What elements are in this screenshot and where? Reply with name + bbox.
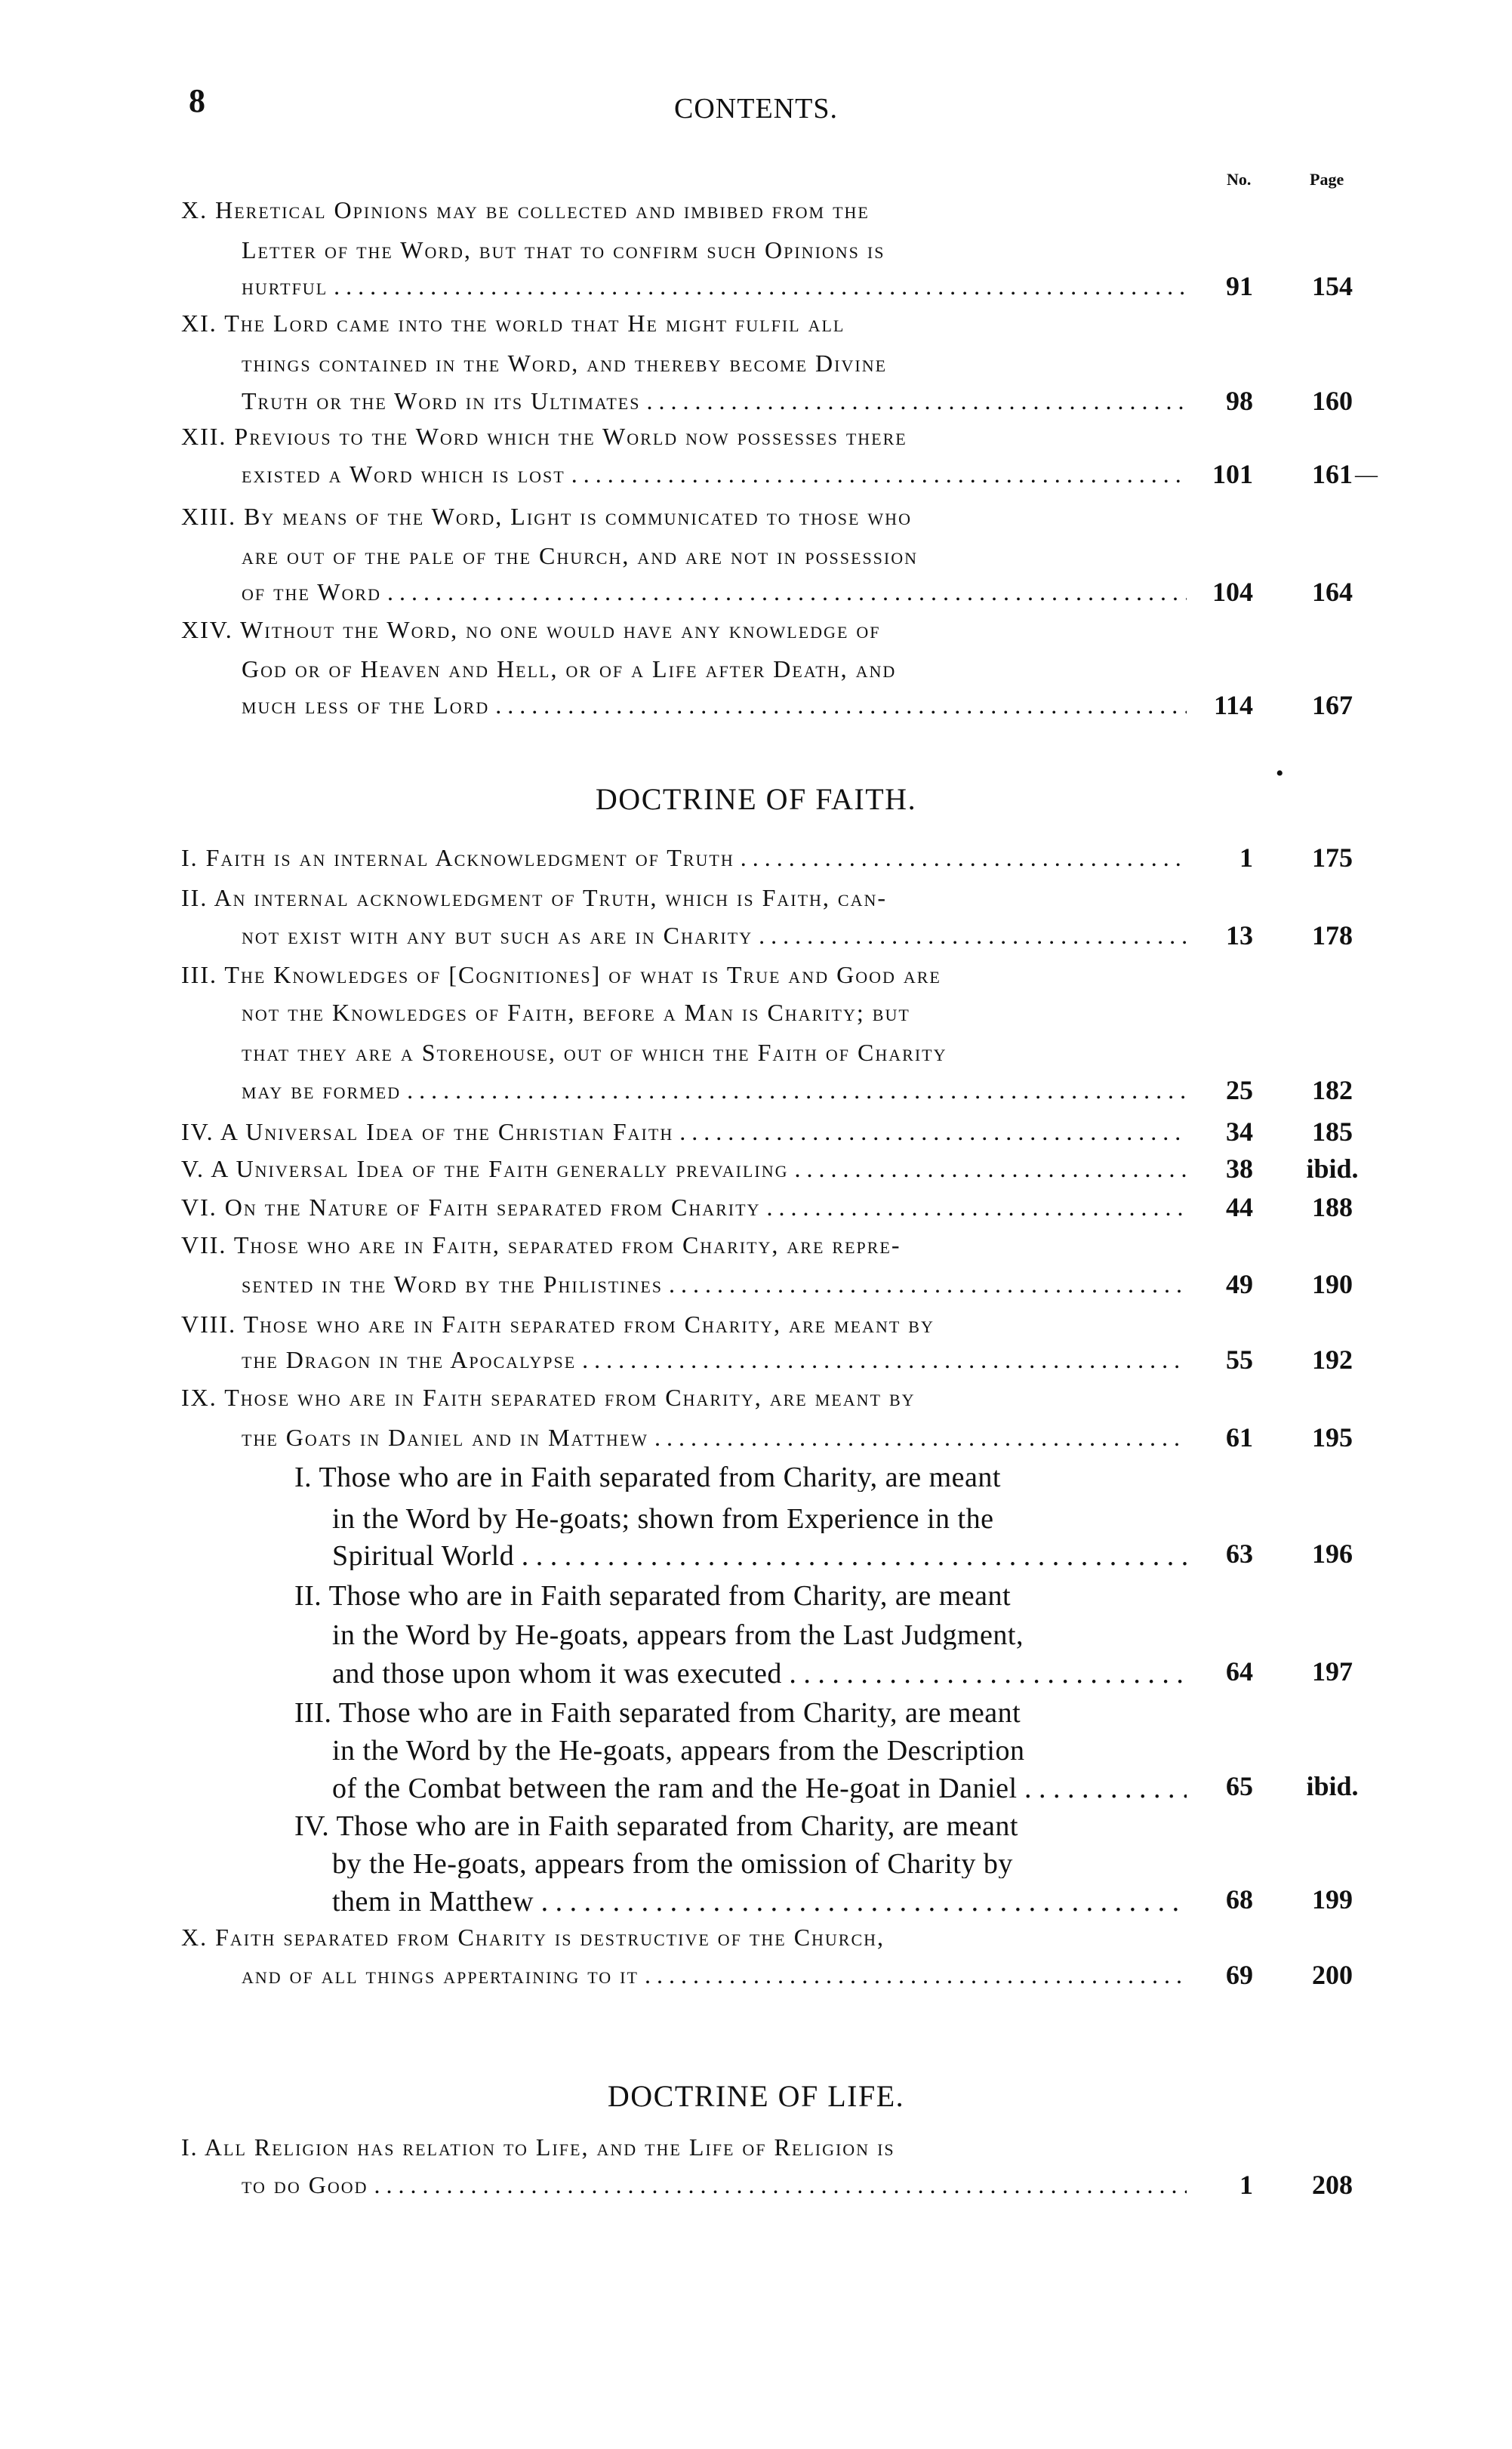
entry-page: 195 bbox=[1312, 1422, 1353, 1452]
entry-line: things contained in the Word, and thereby become Divine bbox=[242, 351, 888, 375]
entry-line: in the Word by He-goats; shown from Experience in the bbox=[332, 1505, 994, 1533]
column-header-no: No. bbox=[1227, 170, 1252, 189]
entry-line: God or of Heaven and Hell, or of a Life after Death, and bbox=[242, 657, 897, 681]
entry-number: 114 bbox=[1213, 690, 1253, 720]
entry-page: 178 bbox=[1312, 920, 1353, 950]
entry-page: 182 bbox=[1312, 1075, 1353, 1105]
entry-line: are out of the pale of the Church, and are not in possession bbox=[242, 544, 919, 568]
entry-line: to do Good . . . bbox=[242, 2173, 1187, 2197]
entry-page: 164 bbox=[1312, 577, 1353, 607]
entry-line: not the Knowledges of Faith, before a Man is Charity; but bbox=[242, 1000, 910, 1024]
entry-page: ibid. bbox=[1306, 1154, 1359, 1184]
entry-line: Letter of the Word, but that to confirm such Opinions is bbox=[242, 238, 885, 262]
entry-number: 1 bbox=[1239, 2170, 1253, 2200]
entry-number: 25 bbox=[1226, 1075, 1253, 1105]
entry-number: 38 bbox=[1226, 1154, 1253, 1184]
entry-line: Truth or the Word in its Ultimates . . . bbox=[242, 389, 1187, 413]
margin-mark: — bbox=[1355, 462, 1378, 487]
entry-line: VI. On the Nature of Faith separated from Charity . . . bbox=[181, 1195, 1187, 1219]
entry-line: hurtful . . . bbox=[242, 274, 1187, 298]
entry-line: II. An internal acknowledgment of Truth, which is Faith, can- bbox=[181, 886, 888, 910]
margin-dot: • bbox=[1276, 761, 1284, 786]
entry-line: in the Word by the He-goats, appears from the Description bbox=[332, 1736, 1025, 1765]
entry-number: 1 bbox=[1239, 843, 1253, 873]
entry-line: X. Heretical Opinions may be collected and imbibed from the bbox=[181, 198, 870, 222]
entry-line: XI. The Lord came into the world that He might fulfil all bbox=[181, 311, 845, 335]
entry-line: them in Matthew . . . bbox=[332, 1887, 1187, 1916]
entry-page: 196 bbox=[1312, 1539, 1353, 1569]
entry-line: I. All Religion has relation to Life, and the Life of Religion is bbox=[181, 2135, 895, 2159]
entry-line: and of all things appertaining to it . . . bbox=[242, 1963, 1187, 1987]
entry-page: 190 bbox=[1312, 1269, 1353, 1299]
entry-line: V. A Universal Idea of the Faith generally prevailing . . . bbox=[181, 1157, 1187, 1181]
entry-page: 175 bbox=[1312, 843, 1353, 873]
entry-page: 185 bbox=[1312, 1117, 1353, 1147]
entry-line: sented in the Word by the Philistines . . . bbox=[242, 1272, 1187, 1296]
entry-line: may be formed . . . bbox=[242, 1078, 1187, 1102]
entry-page: 199 bbox=[1312, 1884, 1353, 1915]
entry-line: not exist with any but such as are in Charity . . . bbox=[242, 923, 1187, 947]
entry-line: much less of the Lord . . . bbox=[242, 693, 1187, 717]
entry-page: 200 bbox=[1312, 1960, 1353, 1990]
entry-line: that they are a Storehouse, out of which the Faith of Charity bbox=[242, 1040, 947, 1064]
entry-number: 64 bbox=[1226, 1656, 1253, 1687]
column-header-page: Page bbox=[1310, 170, 1344, 189]
entry-page: 167 bbox=[1312, 690, 1353, 720]
entry-line: by the He-goats, appears from the omission of Charity by bbox=[332, 1850, 1013, 1878]
entry-line: X. Faith separated from Charity is destructive of the Church, bbox=[181, 1925, 885, 1949]
entry-line: VIII. Those who are in Faith separated from Charity, are meant by bbox=[181, 1312, 935, 1336]
entry-line: of the Combat between the ram and the He-goat in Daniel . . . bbox=[332, 1774, 1187, 1803]
entry-line: XII. Previous to the Word which the World now possesses there bbox=[181, 424, 907, 448]
entry-line: I. Faith is an internal Acknowledgment of Truth . . . bbox=[181, 846, 1187, 870]
entry-line: IV. A Universal Idea of the Christian Faith . . . bbox=[181, 1120, 1187, 1144]
entry-number: 34 bbox=[1226, 1117, 1253, 1147]
entry-line: the Dragon in the Apocalypse . . . bbox=[242, 1348, 1187, 1372]
entry-line: of the Word . . . bbox=[242, 580, 1187, 604]
page-number: 8 bbox=[189, 82, 205, 119]
entry-page: 160 bbox=[1312, 386, 1353, 416]
entry-number: 63 bbox=[1226, 1539, 1253, 1569]
entry-line: in the Word by He-goats, appears from the Last Judgment, bbox=[332, 1621, 1024, 1650]
entry-line: IX. Those who are in Faith separated from Charity, are meant by bbox=[181, 1385, 916, 1409]
entry-page: 208 bbox=[1312, 2170, 1353, 2200]
entry-number: 101 bbox=[1212, 459, 1253, 489]
entry-number: 69 bbox=[1226, 1960, 1253, 1990]
entry-line: Spiritual World . . . bbox=[332, 1542, 1187, 1570]
section-heading: DOCTRINE OF FAITH. bbox=[595, 782, 917, 816]
entry-line: I. Those who are in Faith separated from Charity, are meant bbox=[294, 1463, 1001, 1492]
entry-line: and those upon whom it was executed . . . bbox=[332, 1659, 1187, 1688]
entry-page: 188 bbox=[1312, 1192, 1353, 1222]
entry-line: existed a Word which is lost . . . bbox=[242, 462, 1187, 486]
entry-page: 161 bbox=[1312, 459, 1353, 489]
entry-page: 197 bbox=[1312, 1656, 1353, 1687]
running-title: CONTENTS. bbox=[674, 93, 838, 125]
entry-number: 68 bbox=[1226, 1884, 1253, 1915]
entry-number: 98 bbox=[1226, 386, 1253, 416]
entry-number: 13 bbox=[1226, 920, 1253, 950]
entry-line: VII. Those who are in Faith, separated from Charity, are repre- bbox=[181, 1233, 901, 1257]
entry-line: IV. Those who are in Faith separated from Charity, are meant bbox=[294, 1812, 1018, 1841]
entry-page: ibid. bbox=[1306, 1771, 1359, 1801]
entry-number: 55 bbox=[1226, 1345, 1253, 1375]
entry-number: 104 bbox=[1212, 577, 1253, 607]
entry-number: 91 bbox=[1226, 271, 1253, 301]
entry-number: 49 bbox=[1226, 1269, 1253, 1299]
entry-line: XIV. Without the Word, no one would have any knowledge of bbox=[181, 618, 881, 642]
entry-line: the Goats in Daniel and in Matthew . . . bbox=[242, 1425, 1187, 1449]
entry-page: 192 bbox=[1312, 1345, 1353, 1375]
entry-line: III. The Knowledges of [Cognitiones] of what is True and Good are bbox=[181, 963, 941, 987]
entry-line: II. Those who are in Faith separated from Charity, are meant bbox=[294, 1582, 1012, 1610]
entry-line: III. Those who are in Faith separated from Charity, are meant bbox=[294, 1699, 1021, 1727]
entry-number: 61 bbox=[1226, 1422, 1253, 1452]
section-heading: DOCTRINE OF LIFE. bbox=[607, 2079, 905, 2113]
entry-number: 65 bbox=[1226, 1771, 1253, 1801]
entry-line: XIII. By means of the Word, Light is communicated to those who bbox=[181, 504, 912, 528]
entry-page: 154 bbox=[1312, 271, 1353, 301]
entry-number: 44 bbox=[1226, 1192, 1253, 1222]
